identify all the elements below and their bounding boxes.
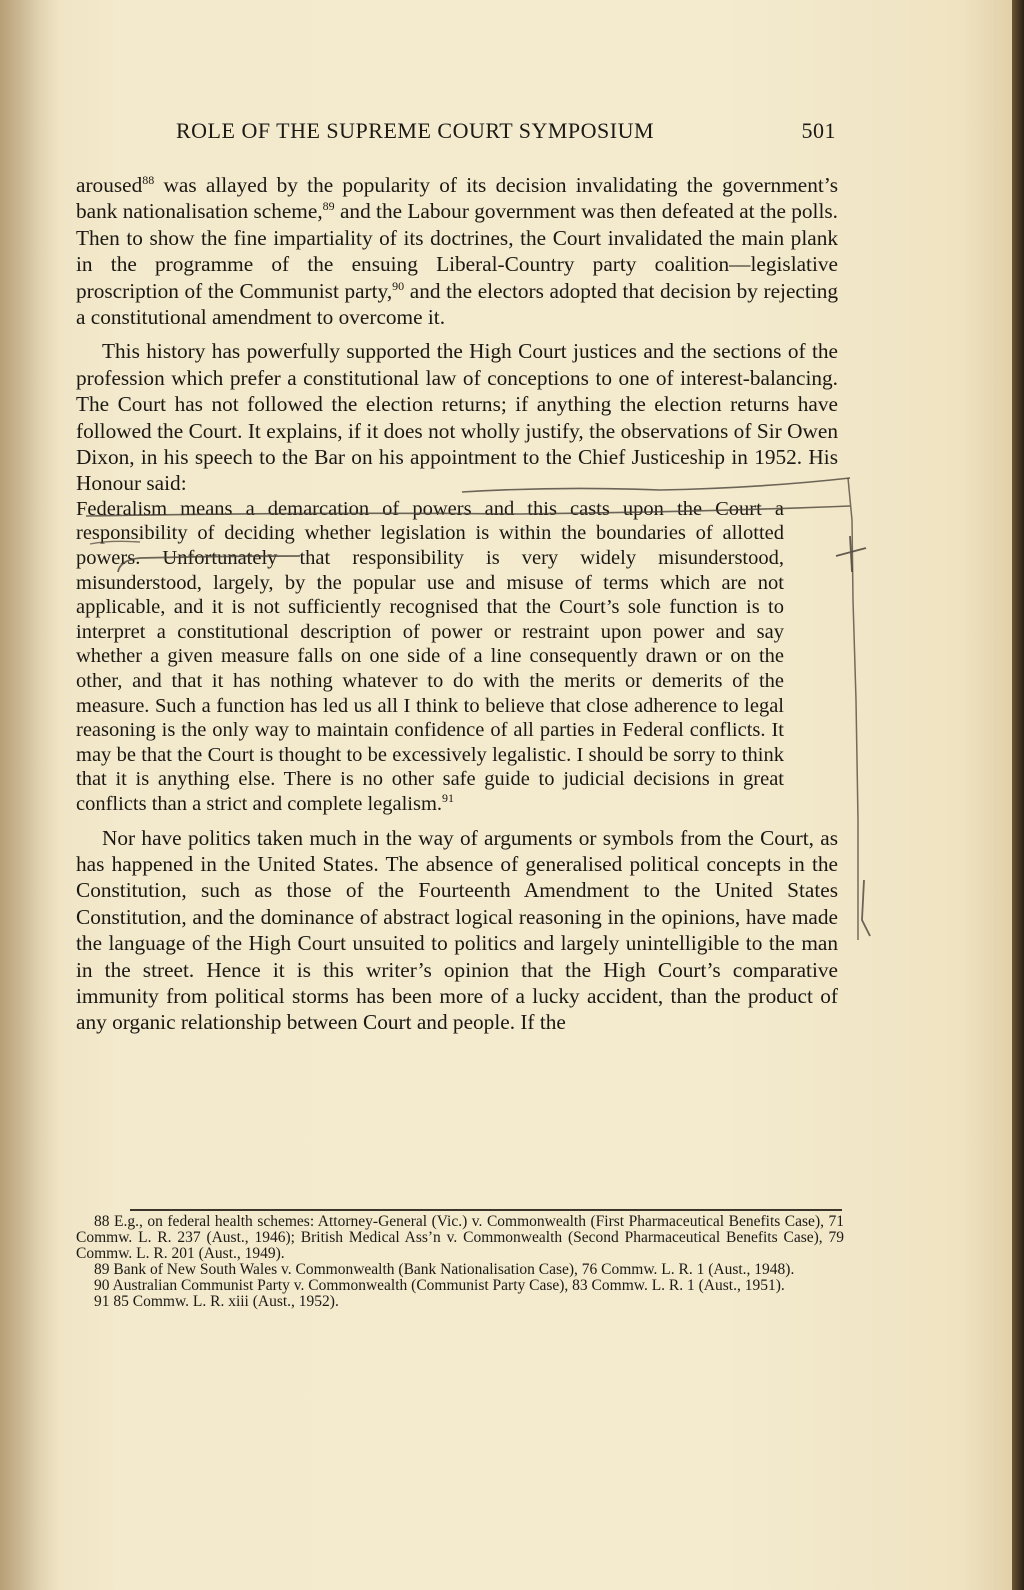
pencil-margin-line [848, 478, 858, 940]
footnote-89: 89 Bank of New South Wales v. Commonwealth (Bank Nationalisation Case), 76 Commw. L. R. 1 (Aust., 1948). [94, 1261, 795, 1278]
book-edge [1012, 0, 1024, 1590]
footnote-ref-90: 90 [392, 278, 405, 293]
pencil-margin-bracket [862, 880, 870, 936]
para1-text-b: was allayed by the popularity of its decision invalidating the government’s bank nationalisation scheme, [76, 173, 838, 224]
footnote-ref-91: 91 [442, 791, 455, 805]
running-title: ROLE OF THE SUPREME COURT SYMPOSIUM [176, 118, 655, 143]
pencil-bracket-top [118, 556, 300, 572]
pencil-cross-mark [836, 536, 866, 572]
quote-text: Federalism means a demarcation of powers and this casts upon the Court a responsibility of deciding whether legislation is within the boundaries of allotted powers. Unfortunately that responsibility is very widely misunderstood, misunderstood, largely, by the popular use and misuse of terms which are not applicable, and it is not sufficiently recognised that the Court’s sole function is to interpret a constitutional description of power or restraint upon power and say whether a given measure falls on one side of a line consequently drawn or on the other, and that it has nothing whatever to do with the merits or demerits of the measure. Such a function has led us all I think to believe that close adherence to legal reasoning is the only way to maintain confidence of all parties in Federal conflicts. It may be that the Court is thought to be excessively legalistic. I should be sorry to think that it is anything else. There is no other safe guide to judicial decisions in great conflicts than a strict and complete legalism. [76, 497, 784, 815]
page-number: 501 [801, 118, 836, 143]
paragraph-3: Nor have politics taken much in the way of arguments or symbols from the Court, as has happened in the United States. The absence of generalised political concepts in the Constitution, such as those of the Fourteenth Amendment to the United States Constitution, and the dominance of abstract logical reasoning in the opinions, have made the language of the High Court unsuited to politics and largely unintelligible to the man in the street. Hence it is this writer’s opinion that the High Court’s comparative immunity from political storms has been more of a lucky accident, than the product of any organic relationship between Court and people. If the [76, 825, 838, 1035]
footnote-ref-88: 88 [142, 173, 155, 187]
para1-text-d: and the electors adopted that decision by rejecting a constitutional amendment to overcome it. [76, 278, 839, 330]
pencil-underline-dixon [462, 478, 850, 492]
para1-text-c: and the Labour government was then defeated at the polls. Then to show the fine impartiality of its doctrines, the Court invalidated the main plank in the programme of the ensuing Liberal-Country party coalition—legislative proscription of the Communist party, [76, 199, 838, 303]
footnote-88: 88 E.g., on federal health schemes: Attorney-General (Vic.) v. Commonwealth (First Pharmaceutical Benefits Case), 71 Commw. L. R. 237 (Aust., 1946); British Medical Ass’n v. Commonwealth (Second Pharmaceutical Benefits Case), 79 Commw. L. R. 201 (Aust., 1949). [76, 1213, 844, 1262]
pencil-underline-speech [86, 506, 850, 516]
para1-text-a: aroused [76, 173, 143, 197]
pencil-underline-year [90, 541, 140, 544]
footnote-91: 91 85 Commw. L. R. xiii (Aust., 1952). [94, 1293, 339, 1310]
footnote-90: 90 Australian Communist Party v. Commonwealth (Communist Party Case), 83 Commw. L. R. 1 (Aust., 1951). [94, 1277, 785, 1294]
paragraph-2: This history has powerfully supported the High Court justices and the sections of the profession which prefer a constitutional law of conceptions to one of interest-balancing. The Court has not followed the election returns; if anything the election returns have followed the Court. It explains, if it does not wholly justify, the observations of Sir Owen Dixon, in his speech to the Bar on his appointment to the Chief Justiceship in 1952. His Honour said: [76, 339, 838, 496]
footnote-ref-89: 89 [322, 199, 335, 214]
